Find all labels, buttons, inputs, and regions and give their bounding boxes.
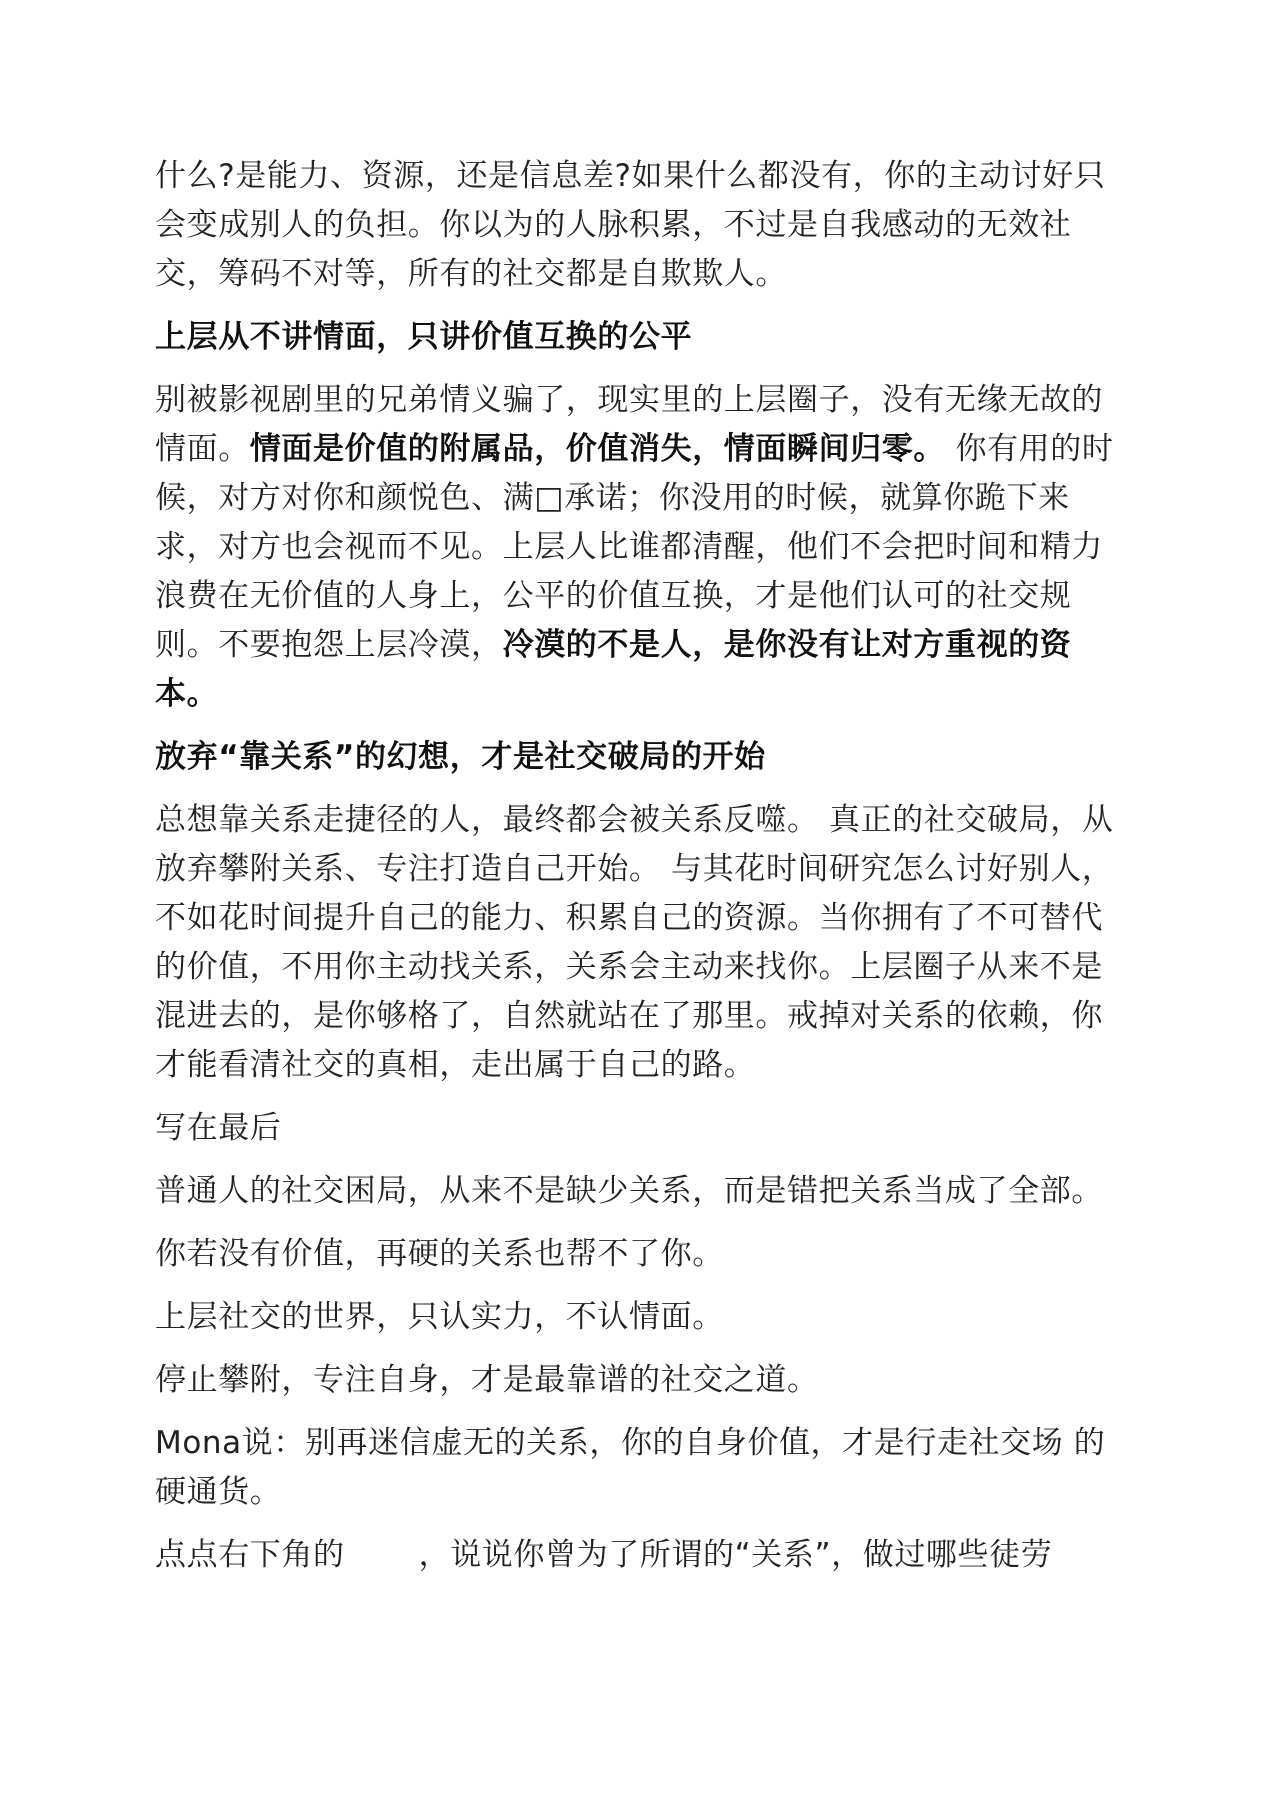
emphasis-text: 冷漠的不是人，是你没有让对方重视的资本。 [155,627,1072,712]
closing-line: 上层社交的世界，只认实力，不认情面。 [155,1299,724,1335]
closing-line: 停止攀附，专注自身，才是最靠谱的社交之道。 [155,1362,819,1398]
section-heading-fairness: 上层从不讲情面，只讲价值互换的公平 [155,319,693,355]
paragraph-breakthrough: 总想靠关系走捷径的人，最终都会被关系反噬。 真正的社交破局，从放弃攀附关系、专注打造自己开始。 与其花时间研究怎么讨好别人，不如花时间提升自己的能力、积累自己的资源。当你拥有了不可替代的价值，不用你主动找关系，关系会主动来找你。上层圈子从来不是混进去的，是你够格了，自然就站在了那里。戒掉对关系的依赖，你才能看清社交的真相，走出属于自己的路。 [155,802,1114,1083]
mona-quote: Mona说：别再迷信虚无的关系，你的自身价值，才是行走社交场 的硬通货。 [155,1425,1106,1510]
call-to-action [155,1531,1120,1580]
closing-line: 你若没有价值，再硬的关系也帮不了你。 [155,1236,724,1272]
section-heading-breakthrough: 放弃“靠关系”的幻想，才是社交破局的开始 [155,739,766,775]
paragraph-intro: 什么?是能力、资源，还是信息差?如果什么都没有，你的主动讨好只会变成别人的负担。你以为的人脉积累，不过是自我感动的无效社交，筹码不对等，所有的社交都是自欺欺人。 [155,158,1106,292]
cta-text: 点点右下角的 [155,1537,345,1573]
closing-title: 写在最后 [155,1110,282,1146]
paragraph-text: 别被影视剧里的兄弟情义骗了，现实里的上层圈子，没有无缘无故的情面。 [155,382,1103,467]
cta-text: ，说说你曾为了所谓的“关系”，做过哪些徒劳 [418,1537,1053,1573]
paragraph-fairness [155,376,1120,719]
closing-line: 普通人的社交困局，从来不是缺少关系，而是错把关系当成了全部。 [155,1173,1103,1209]
article-body [155,152,1120,1580]
paragraph-text: 你有用的时候，对方对你和颜悦色、满□承诺；你没用的时候，就算你跪下来求，对方也会视而不见。上层人比谁都清醒，他们不会把时间和精力浪费在无价值的人身上，公平的价值互换，才是他们认可的社交规则。不要抱怨上层冷漠， [155,431,1114,663]
emphasis-text: 情面是价值的附属品，价值消失，情面瞬间归零。 [249,431,946,467]
